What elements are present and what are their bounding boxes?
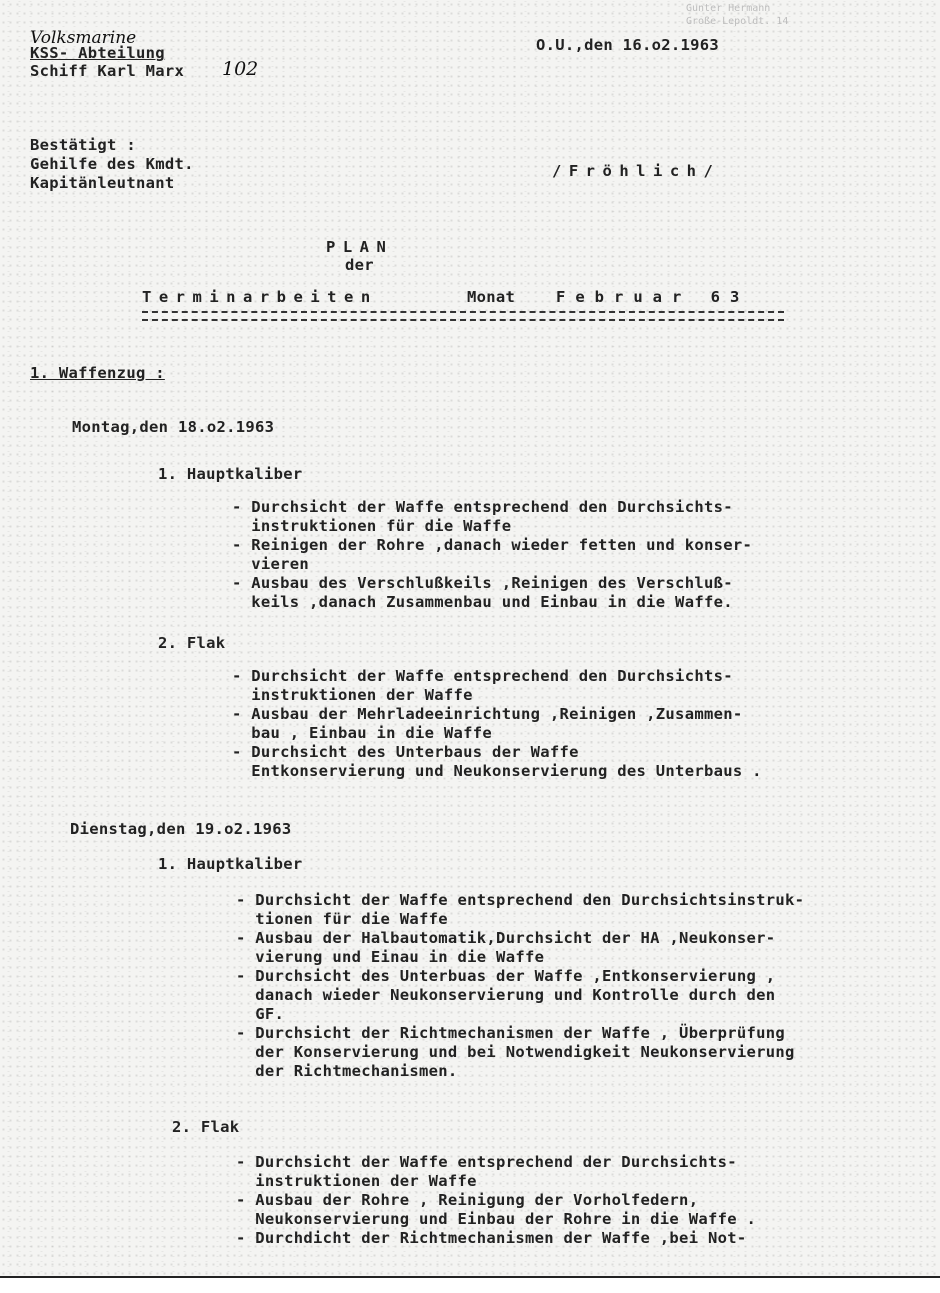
day-2-group-1-line-6: danach wieder Neukonservierung und Kontrolle durch den: [236, 986, 776, 1004]
day-1-group-1-line-3: - Reinigen der Rohre ,danach wieder fetten und konser-: [232, 536, 753, 554]
day-1-group-2-line-5: - Durchsicht des Unterbaus der Waffe: [232, 743, 579, 761]
title-der: der: [345, 256, 374, 274]
day-2-group-1-line-2: tionen für die Waffe: [236, 910, 448, 928]
day-2-group-2-line-1: - Durchsicht der Waffe entsprechend der Durchsichts-: [236, 1153, 737, 1171]
stamp-line-1: Gunter Hermann: [686, 3, 771, 14]
section-heading: 1. Waffenzug :: [30, 364, 165, 382]
day-1-group-1-line-2: instruktionen für die Waffe: [232, 517, 512, 535]
handwritten-volksmarine: Volksmarine: [30, 28, 137, 48]
day-2-group-1-line-5: - Durchsicht des Unterbuas der Waffe ,Entkonservierung ,: [236, 967, 776, 985]
ship-name: Schiff Karl Marx: [30, 62, 185, 80]
approval-line-2: Gehilfe des Kmdt.: [30, 155, 194, 173]
day-1-group-2-line-1: - Durchsicht der Waffe entsprechend den Durchsichts-: [232, 667, 733, 685]
title-terminarbeiten: Terminarbeiten: [142, 288, 378, 306]
place-date: O.U.,den 16.o2.1963: [536, 36, 720, 54]
signature: /Fröhlich/: [552, 162, 721, 180]
title-double-underline: [142, 311, 784, 321]
day-2-group-1-line-4: vierung und Einau in die Waffe: [236, 948, 545, 966]
faint-stamp: [686, 2, 926, 42]
day-1-group-1-line-1: - Durchsicht der Waffe entsprechend den Durchsichts-: [232, 498, 733, 516]
day-1-group-1-label: 1. Hauptkaliber: [158, 465, 303, 483]
day-2-group-1-line-7: GF.: [236, 1005, 285, 1023]
day-2-group-2-line-5: - Durchdicht der Richtmechanismen der Waffe ,bei Not-: [236, 1229, 747, 1247]
day-1-group-2-line-4: bau , Einbau in die Waffe: [232, 724, 493, 742]
day-2-group-1-line-10: der Richtmechanismen.: [236, 1062, 458, 1080]
day-1-group-1-line-4: vieren: [232, 555, 310, 573]
day-2-group-1-line-1: - Durchsicht der Waffe entsprechend den Durchsichtsinstruk-: [236, 891, 805, 909]
day-2-group-2-line-2: instruktionen der Waffe: [236, 1172, 477, 1190]
day-1-group-1-line-6: keils ,danach Zusammenbau und Einbau in die Waffe.: [232, 593, 733, 611]
day-2-group-2-line-4: Neukonservierung und Einbau der Rohre in die Waffe .: [236, 1210, 757, 1228]
stamp-line-2: Große-Lepoldt. 14: [686, 16, 789, 27]
day-1-group-2-label: 2. Flak: [158, 634, 226, 652]
day-2-date: Dienstag,den 19.o2.1963: [70, 820, 292, 838]
day-1-group-2-line-6: Entkonservierung und Neukonservierung des Unterbaus .: [232, 762, 762, 780]
day-1-group-1-line-5: - Ausbau des Verschlußkeils ,Reinigen des Verschluß-: [232, 574, 733, 592]
day-2-group-1-line-3: - Ausbau der Halbautomatik,Durchsicht der HA ,Neukonser-: [236, 929, 776, 947]
day-2-group-2-label: 2. Flak: [172, 1118, 240, 1136]
unit-name: KSS- Abteilung: [30, 44, 165, 62]
day-2-group-1-line-9: der Konservierung und bei Notwendigkeit Neukonservierung: [236, 1043, 795, 1061]
day-2-group-2-line-3: - Ausbau der Rohre , Reinigung der Vorholfedern,: [236, 1191, 699, 1209]
title-plan: PLAN: [326, 238, 394, 256]
page-bottom-border: [0, 1276, 940, 1278]
day-2-group-1-line-8: - Durchsicht der Richtmechanismen der Waffe , Überprüfung: [236, 1024, 786, 1042]
day-1-group-2-line-2: instruktionen der Waffe: [232, 686, 473, 704]
title-monat: Monat: [467, 288, 516, 306]
approval-line-1: Bestätigt :: [30, 136, 136, 154]
approval-line-3: Kapitänleutnant: [30, 174, 175, 192]
title-februar: Februar 63: [556, 288, 750, 306]
day-1-group-2-line-3: - Ausbau der Mehrladeeinrichtung ,Reinigen ,Zusammen-: [232, 705, 743, 723]
ship-number: 102: [222, 58, 259, 80]
day-2-group-1-label: 1. Hauptkaliber: [158, 855, 303, 873]
day-1-date: Montag,den 18.o2.1963: [72, 418, 275, 436]
